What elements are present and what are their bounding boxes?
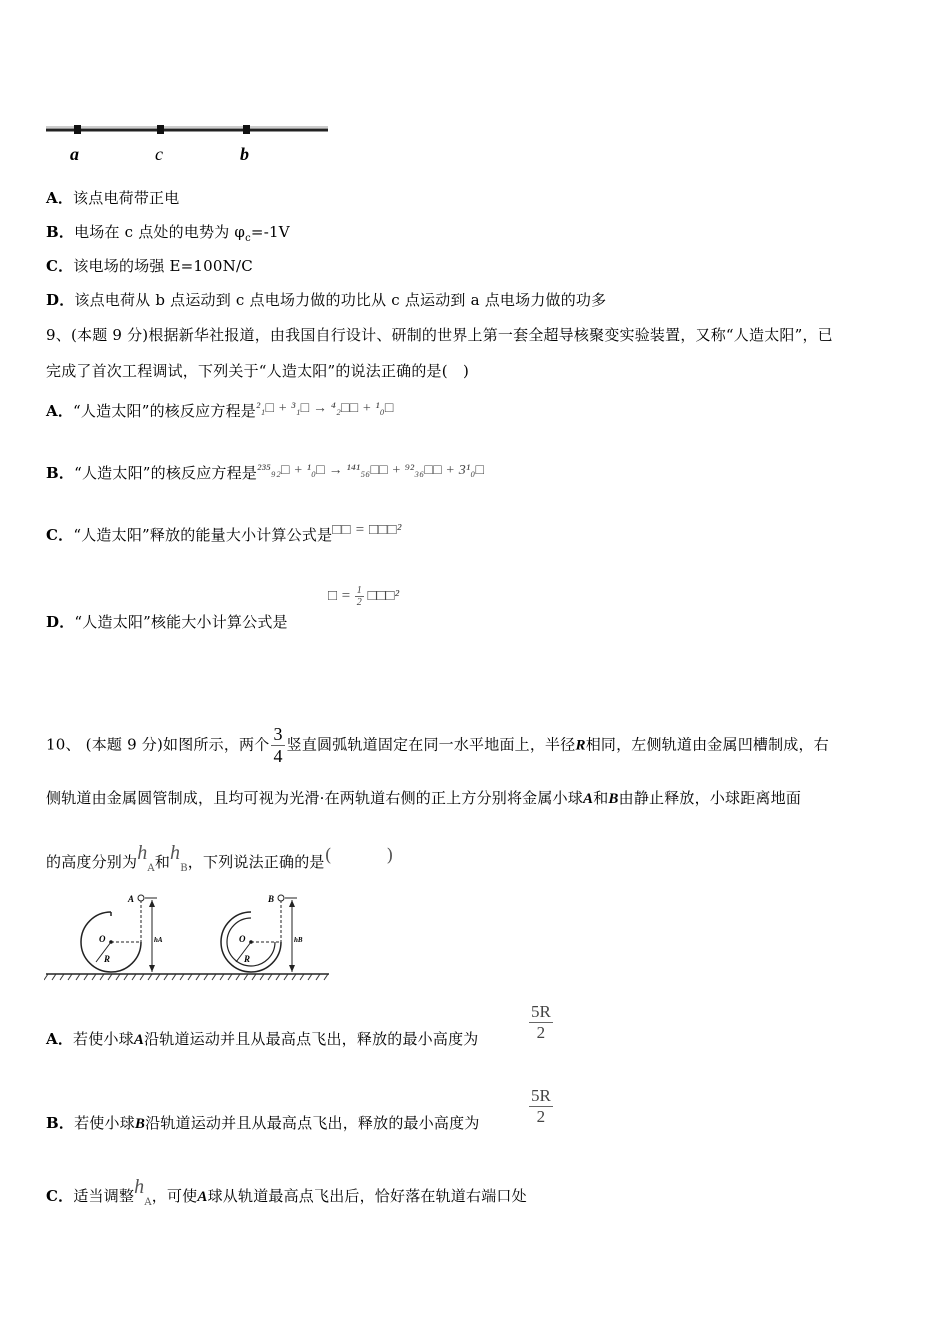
- point-c: [157, 125, 164, 134]
- q9-option-c[interactable]: [46, 524, 402, 545]
- min-height-fraction-a: $\frac{5R}{2}$: [531, 1002, 551, 1042]
- option-letter: B．: [46, 223, 75, 241]
- option-text: “人造太阳”的核反应方程是: [73, 402, 256, 420]
- label-R1: R: [104, 954, 111, 964]
- figure-line-points: [40, 110, 340, 170]
- q10-stem-line3: 的高度分别为$h_A$和$h_B$，下列说法正确的是( ): [46, 842, 394, 874]
- q9-option-a[interactable]: [46, 400, 394, 421]
- three-quarter-fraction: $\frac{3}{4}$: [273, 724, 283, 766]
- q8-option-a[interactable]: [46, 187, 179, 208]
- label-O2: O: [239, 934, 246, 944]
- label-O1: O: [99, 934, 106, 944]
- label-c: c: [155, 144, 163, 164]
- q8-option-c[interactable]: [46, 255, 253, 276]
- label-b: b: [240, 144, 249, 164]
- option-letter: C．: [46, 257, 74, 275]
- option-letter: A．: [46, 402, 74, 420]
- option-text: 该点电荷带正电: [73, 189, 180, 207]
- option-text: “人造太阳”释放的能量大小计算公式是: [73, 526, 333, 544]
- option-text: 该电场的场强 E=100N/C: [73, 257, 253, 275]
- option-text: 电场在 c 点处的电势为 φ: [74, 223, 246, 241]
- q8-option-b[interactable]: [46, 221, 290, 244]
- q10-stem-line1: 10、 (本题 9 分)如图所示，两个 $\frac{3}{4}$ 竖直圆弧轨道固定在同一水平地面上，半径R相同，左侧轨道由金属凹槽制成，右: [46, 724, 829, 766]
- option-sub: c: [245, 233, 251, 244]
- q10-option-b[interactable]: B．若使小球B沿轨道运动并且从最高点飞出，释放的最小高度为: [46, 1114, 480, 1132]
- q9-option-b[interactable]: [46, 462, 484, 483]
- option-letter: D．: [46, 291, 75, 309]
- option-letter: A．: [46, 1030, 74, 1048]
- reaction-equation: ²₁□ + ³₁□ → ⁴₂□□ + ¹₀□: [256, 401, 394, 416]
- eq-pre: □ =: [328, 587, 351, 604]
- option-letter: C．: [46, 526, 74, 544]
- figure-circular-tracks: [44, 890, 334, 985]
- point-a: [74, 125, 81, 134]
- option-letter: B．: [46, 464, 75, 482]
- label-R2: R: [244, 954, 251, 964]
- option-letter: B．: [46, 1114, 75, 1132]
- option-letter: A．: [46, 189, 74, 207]
- eq-fraction: $\frac{1}{2}$: [356, 585, 362, 608]
- label-hA: hA: [154, 936, 163, 944]
- q10-option-a[interactable]: A．若使小球A沿轨道运动并且从最高点飞出，释放的最小高度为: [46, 1030, 479, 1048]
- point-b: [243, 125, 250, 134]
- option-text: “人造太阳”核能大小计算公式是: [74, 613, 288, 631]
- q9-stem-line2: 完成了首次工程调试，下列关于“人造太阳”的说法正确的是( ): [46, 362, 470, 380]
- q8-option-d[interactable]: [46, 289, 606, 310]
- option-text: “人造太阳”的核反应方程是: [74, 464, 258, 482]
- label-A: A: [128, 894, 135, 904]
- min-height-fraction-b: $\frac{5R}{2}$: [531, 1086, 551, 1126]
- option-letter: D．: [46, 613, 75, 631]
- label-a: a: [70, 144, 79, 164]
- label-hB: hB: [294, 936, 303, 944]
- option-text: 该点电荷从 b 点运动到 c 点电场力做的功比从 c 点运动到 a 点电场力做的功多: [74, 291, 607, 309]
- option-letter: C．: [46, 1187, 74, 1205]
- energy-equation: □□ = □□□²: [332, 522, 402, 538]
- q10-stem-line2: 侧轨道由金属圆管制成，且均可视为光滑·在两轨道右侧的正上方分别将金属小球A和B由静止释放，小球距离地面: [46, 789, 802, 807]
- option-text-post: =-1V: [250, 223, 290, 241]
- q10-option-c[interactable]: C．适当调整$h_A$，可使A球从轨道最高点飞出后，恰好落在轨道右端口处: [46, 1176, 527, 1208]
- q9-option-d[interactable]: [46, 611, 288, 632]
- eq-post: □□□²: [367, 587, 400, 604]
- kinetic-equation: [328, 585, 399, 608]
- reaction-equation: ²³⁵₉₂□ + ¹₀□ → ¹⁴¹₅₆□□ + ⁹²₃₆□□ + 3¹₀□: [257, 463, 485, 478]
- label-B: B: [268, 894, 275, 904]
- q9-stem-line1: 9、(本题 9 分)根据新华社报道，由我国自行设计、研制的世界上第一套全超导核聚变实验装置，又称“人造太阳”，已: [46, 326, 833, 344]
